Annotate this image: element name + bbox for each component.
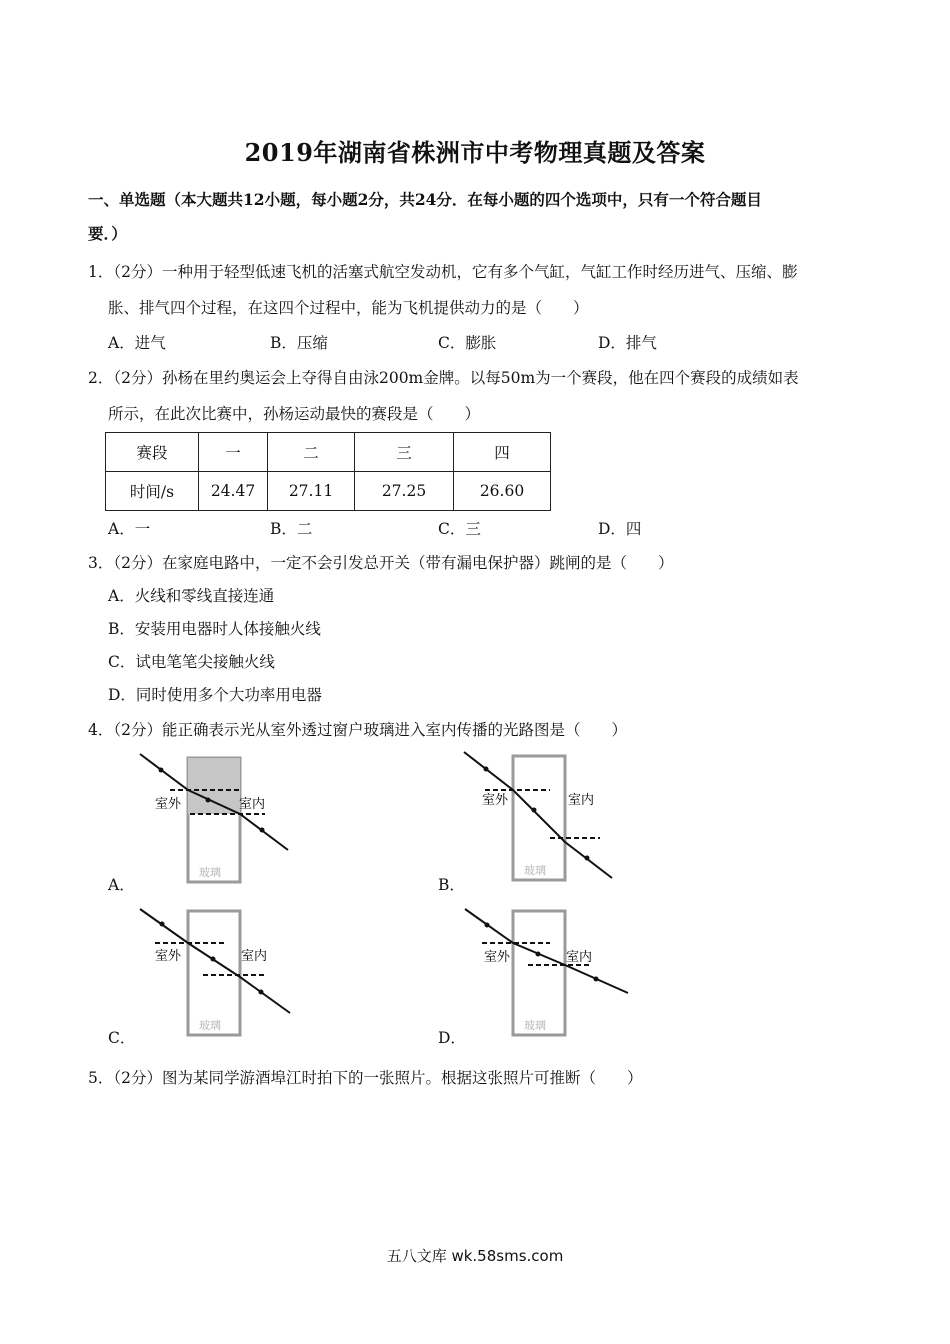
table-cell: 27.11: [268, 472, 355, 511]
glass-pane: [513, 911, 565, 1035]
table-cell: 二: [268, 433, 355, 472]
glass-pane: [513, 756, 565, 880]
label-glass: 玻璃: [199, 1019, 221, 1032]
label-glass: 玻璃: [524, 1019, 546, 1032]
q1-text-line2: 胀、排气四个过程，在这四个过程中，能为飞机提供动力的是（ ）: [108, 299, 589, 317]
light-path-figure-c: [135, 905, 295, 1040]
q2-option-b: B．二: [270, 520, 313, 538]
arrow-dot: [160, 922, 165, 927]
q2-text-line1: 2．（2分）孙杨在里约奥运会上夺得自由泳200m金牌。以每50m为一个赛段，他在四个赛段的成绩如表: [88, 369, 799, 387]
table-cell: 赛段: [106, 433, 199, 472]
label-glass: 玻璃: [524, 864, 546, 877]
arrow-dot: [532, 808, 537, 813]
q1-option-d: D．排气: [598, 334, 657, 352]
q2-option-d: D．四: [598, 520, 642, 538]
light-path-figure-b: [460, 750, 620, 885]
arrow-dot: [211, 957, 216, 962]
arrow-dot: [206, 798, 211, 803]
label-outside: 室外: [155, 949, 182, 964]
label-inside: 室内: [566, 950, 593, 965]
q1-option-b: B．压缩: [270, 334, 328, 352]
section-heading: [88, 183, 868, 251]
table-cell: 24.47: [199, 472, 268, 511]
section-heading-line2: 要．）: [88, 224, 127, 243]
arrow-dot: [260, 828, 265, 833]
q3-text: 3．（2分）在家庭电路中，一定不会引发总开关（带有漏电保护器）跳闸的是（ ）: [88, 554, 674, 572]
arrow-dot: [484, 767, 489, 772]
page-title: 2019年湖南省株洲市中考物理真题及答案: [244, 138, 706, 167]
q4-text: 4．（2分）能正确表示光从室外透过窗户玻璃进入室内传播的光路图是（ ）: [88, 721, 627, 739]
section-heading-line1: 一、单选题（本大题共12小题，每小题2分，共24分．在每小题的四个选项中，只有一个符合题目: [88, 190, 762, 209]
split-times-table: [105, 432, 551, 511]
arrow-dot: [259, 990, 264, 995]
q2-text-line2: 所示，在此次比赛中，孙杨运动最快的赛段是（ ）: [108, 405, 481, 423]
arrow-dot: [159, 768, 164, 773]
table-cell: 时间/s: [106, 472, 199, 511]
q1-text-line1: 1．（2分）一种用于轻型低速飞机的活塞式航空发动机，它有多个气缸，气缸工作时经历进气、压缩、膨: [88, 263, 798, 281]
q5-text: 5．（2分）图为某同学游酒埠江时拍下的一张照片。根据这张照片可推断（ ）: [88, 1069, 643, 1087]
q3-option-b: B．安装用电器时人体接触火线: [108, 620, 321, 638]
table-cell: 27.25: [355, 472, 454, 511]
q4-option-b: B．: [438, 876, 465, 894]
arrow-dot: [585, 856, 590, 861]
table-cell: 一: [199, 433, 268, 472]
label-outside: 室外: [155, 797, 182, 812]
label-outside: 室外: [484, 950, 511, 965]
label-inside: 室内: [239, 797, 266, 812]
label-outside: 室外: [482, 793, 509, 808]
label-inside: 室内: [568, 793, 595, 808]
q2-option-a: A．一: [108, 520, 151, 538]
light-path-figure-a: [135, 752, 295, 887]
table-cell: 四: [454, 433, 551, 472]
q1-option-c: C．膨胀: [438, 334, 497, 352]
footer-watermark: 五八文库 wk.58sms.com: [386, 1247, 564, 1265]
q3-option-d: D．同时使用多个大功率用电器: [108, 686, 322, 704]
table-cell: 26.60: [454, 472, 551, 511]
q2-option-c: C．三: [438, 520, 481, 538]
arrow-dot: [536, 952, 541, 957]
label-glass: 玻璃: [199, 866, 221, 879]
light-path-figure-d: [460, 905, 635, 1040]
q1-option-a: A．进气: [108, 334, 166, 352]
q3-option-c: C．试电笔笔尖接触火线: [108, 653, 275, 671]
glass-shading: [188, 758, 240, 814]
table-cell: 三: [355, 433, 454, 472]
q4-option-d: D．: [438, 1029, 466, 1047]
q4-option-a: A．: [108, 876, 135, 894]
arrow-dot: [594, 977, 599, 982]
table-row: [106, 472, 551, 511]
q3-option-a: A．火线和零线直接连通: [108, 587, 275, 605]
table-header-row: [106, 433, 551, 472]
q4-option-c: C．: [108, 1029, 136, 1047]
label-inside: 室内: [241, 949, 268, 964]
arrow-dot: [485, 923, 490, 928]
